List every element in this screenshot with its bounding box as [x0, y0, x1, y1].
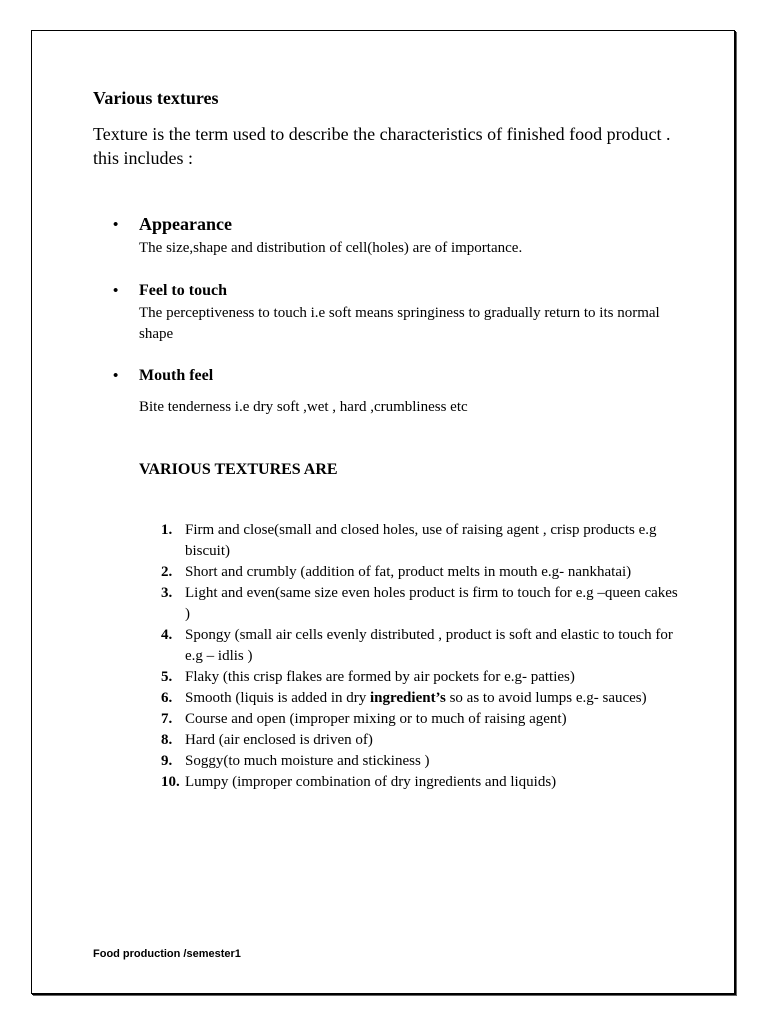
item-number: 7. [161, 711, 173, 727]
bullet-dot: • [113, 217, 119, 233]
page-border [31, 30, 735, 994]
list-item [139, 688, 679, 709]
list-item [139, 709, 679, 730]
item-text: Soggy(to much moisture and stickiness ) [185, 753, 430, 769]
item-text: Firm and close(small and closed holes, use of raising agent , crisp products e.g biscuit) [185, 522, 657, 559]
bullet-dot: • [113, 368, 119, 384]
list-item [139, 625, 679, 667]
item-number: 3. [161, 585, 173, 601]
item-text: Hard (air enclosed is driven of) [185, 732, 373, 748]
intro-paragraph: Texture is the term used to describe the characteristics of finished food product . this includes : [93, 124, 671, 168]
item-text-after: so as to avoid lumps e.g- sauces) [445, 690, 647, 706]
item-text: Flaky (this crisp flakes are formed by air pockets for e.g- patties) [185, 669, 575, 685]
item-text: Lumpy (improper combination of dry ingredients and liquids) [185, 774, 557, 790]
list-item [139, 583, 679, 625]
item-number: 1. [161, 522, 173, 538]
bullet-description: The perceptiveness to touch i.e soft means springiness to gradually return to its normal shape [139, 305, 660, 342]
item-number: 2. [161, 564, 173, 580]
item-text: Spongy (small air cells evenly distributed , product is soft and elastic to touch for e.g – idlis ) [185, 627, 673, 664]
bullet-title: Appearance [139, 214, 232, 234]
textures-list [139, 520, 679, 793]
item-text: Course and open (improper mixing or to much of raising agent) [185, 711, 567, 727]
item-number: 6. [161, 690, 173, 706]
item-number: 8. [161, 732, 173, 748]
item-text: Light and even(same size even holes product is firm to touch for e.g –queen cakes ) [185, 585, 678, 622]
item-number: 10. [161, 774, 180, 790]
item-text: Short and crumbly (addition of fat, product melts in mouth e.g- nankhatai) [185, 564, 632, 580]
bullet-title: Feel to touch [139, 282, 227, 299]
list-item [139, 772, 679, 793]
list-item [139, 730, 679, 751]
page-heading: Various textures [93, 88, 219, 108]
section-title: VARIOUS TEXTURES ARE [139, 461, 338, 478]
item-text-before: Smooth (liquis is added in dry [185, 690, 370, 706]
item-number: 5. [161, 669, 173, 685]
bullet-dot: • [113, 283, 119, 299]
list-item [139, 562, 679, 583]
list-item [139, 667, 679, 688]
item-number: 4. [161, 627, 173, 643]
item-text-bold: ingredient’s [370, 690, 446, 706]
bullet-description: The size,shape and distribution of cell(holes) are of importance. [139, 240, 523, 256]
bullet-title: Mouth feel [139, 367, 214, 384]
item-number: 9. [161, 753, 173, 769]
list-item [139, 520, 679, 562]
list-item [139, 751, 679, 772]
page-footer: Food production /semester1 [93, 948, 241, 960]
bullet-description: Bite tenderness i.e dry soft ,wet , hard ,crumbliness etc [139, 399, 468, 415]
